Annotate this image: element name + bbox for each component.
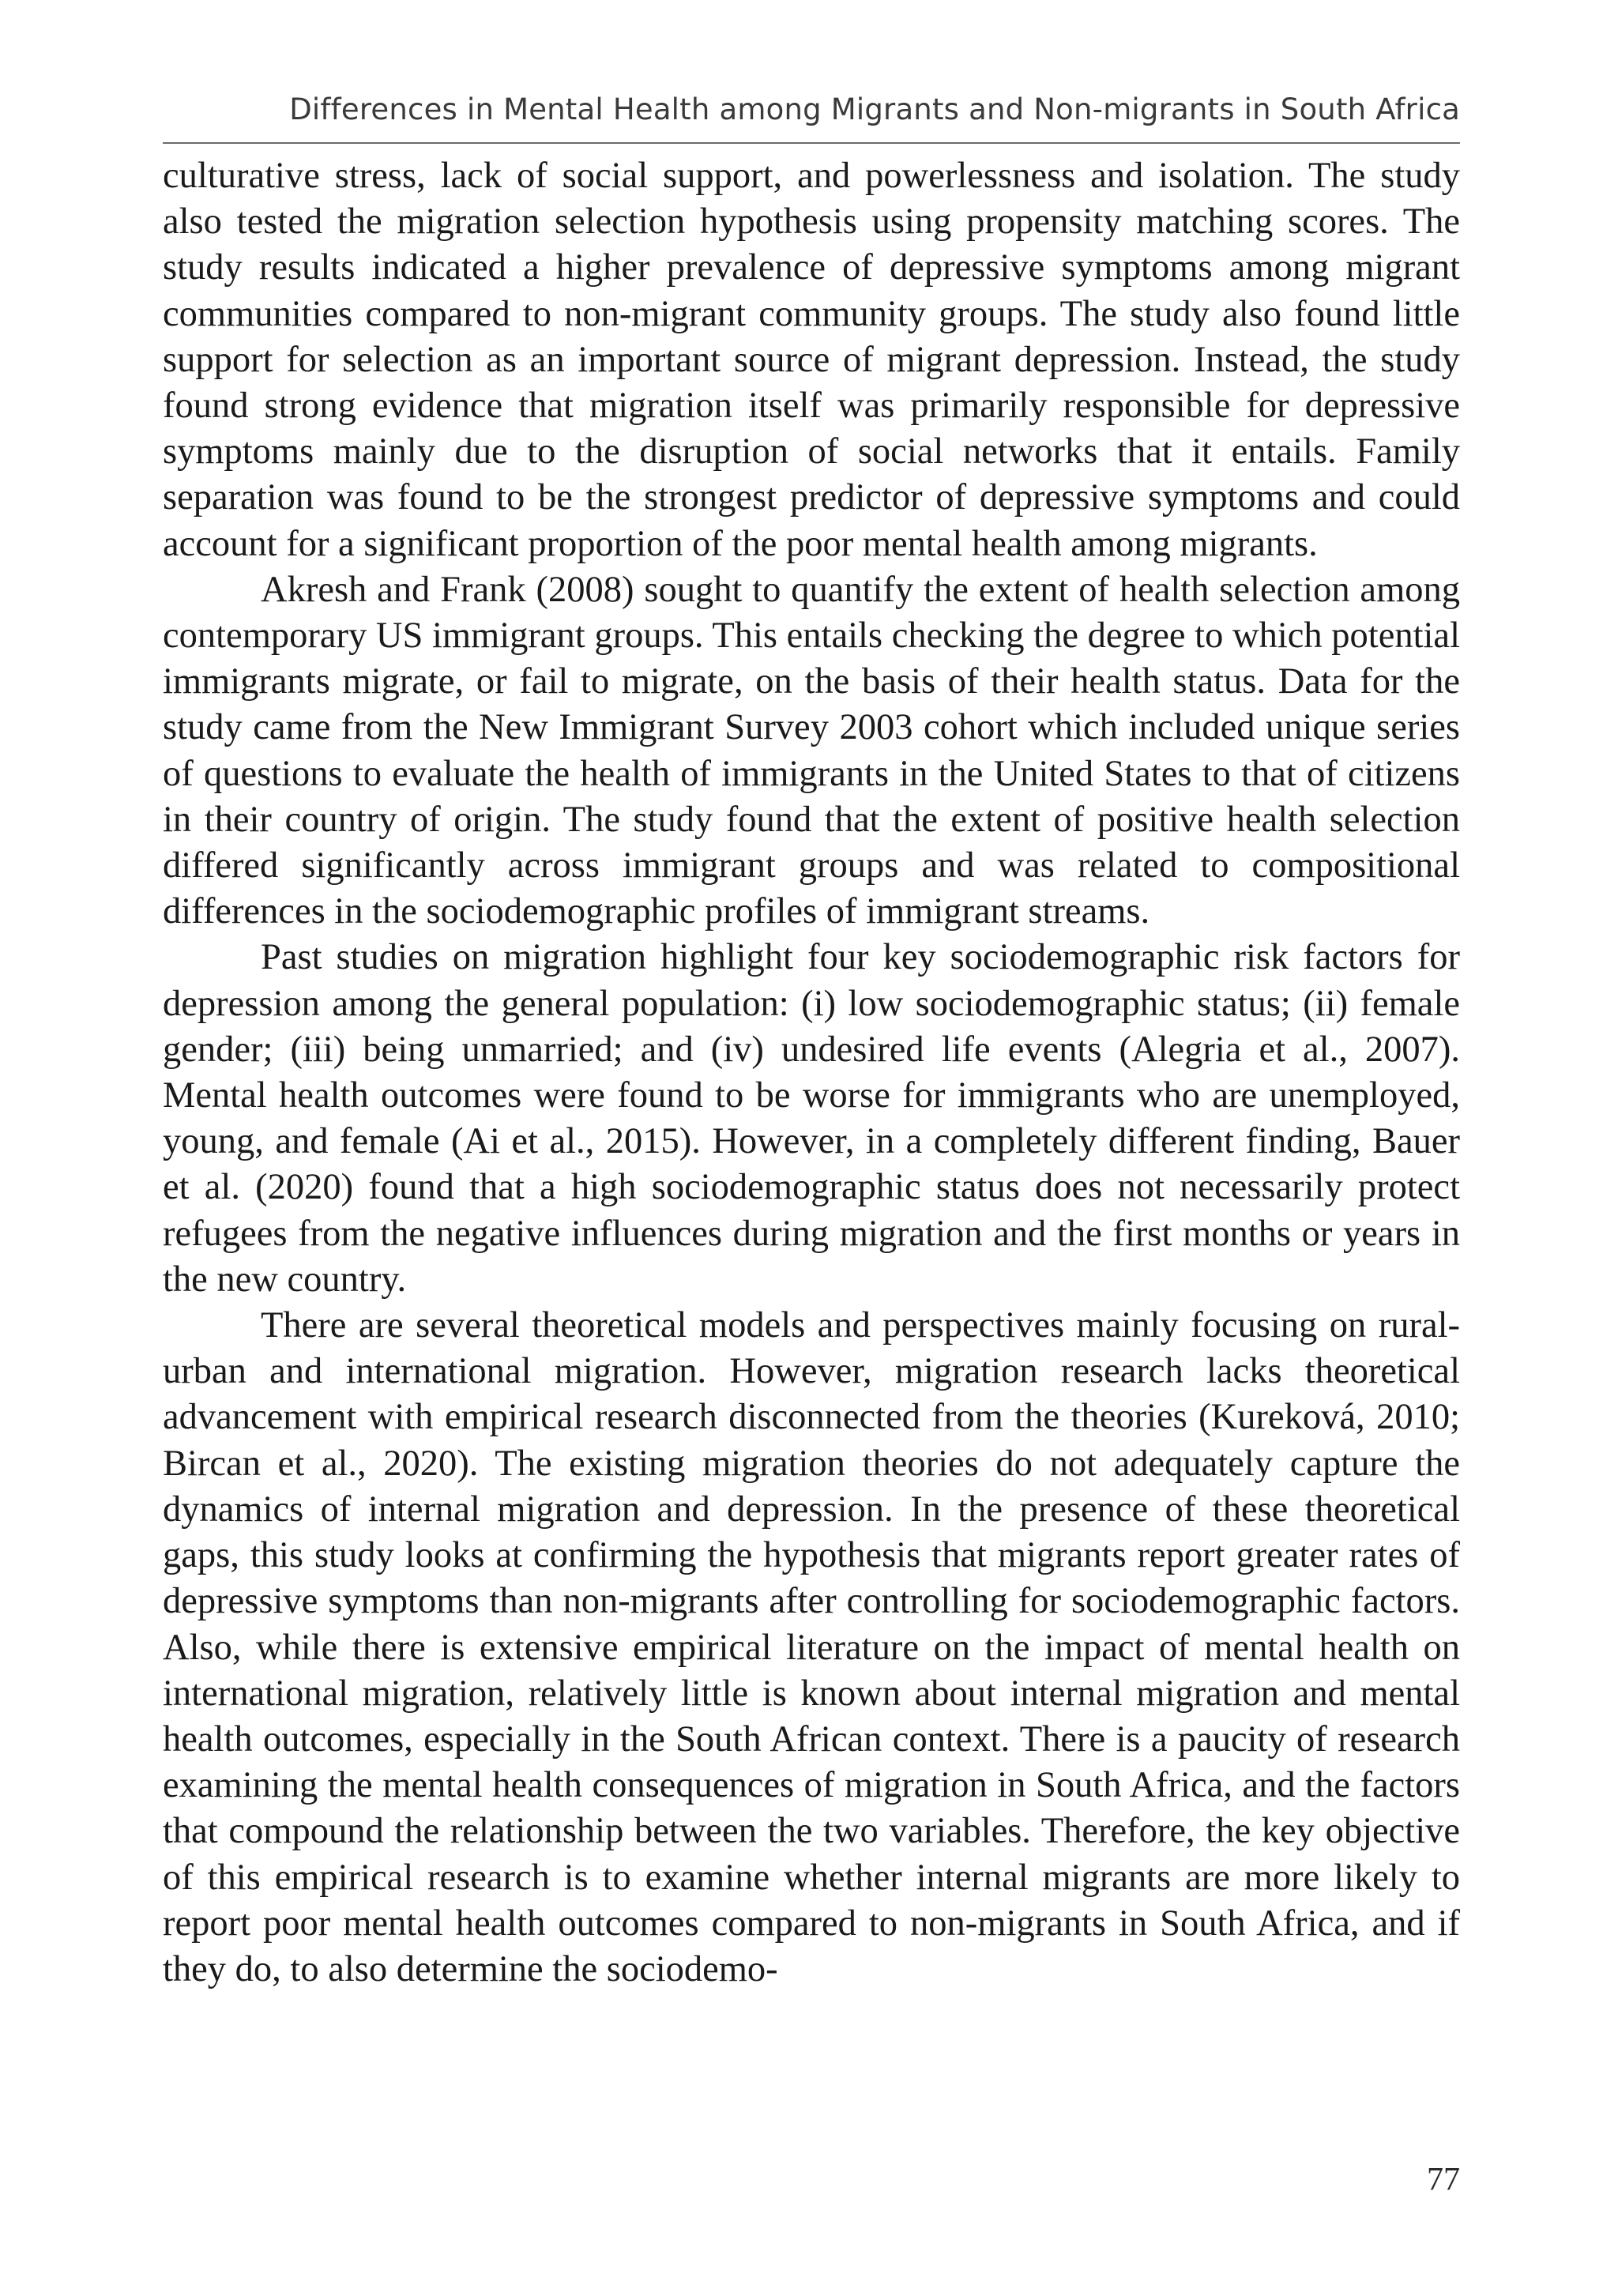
header-rule <box>163 142 1460 144</box>
body-text <box>163 153 1460 1993</box>
paragraph-continued: culturative stress, lack of social support, and powerlessness and isolation. The study also tested the migration selection hypothesis using propensity matching scores. The study results indicated a higher prevalence of depressive symptoms among migrant communities compared to non-migrant community groups. The study also found little support for selection as an important source of migrant depression. Instead, the study found strong evidence that migration itself was primarily responsible for depressive symptoms mainly due to the disruption of social networks that it entails. Family separation was found to be the strongest predictor of depressive symptoms and could account for a significant proportion of the poor mental health among migrants. <box>163 156 1460 564</box>
paragraph: Past studies on migration highlight four key sociodemographic risk factors for depression among the general population: (i) low sociodemographic status; (ii) female gender; (iii) being unmarried; and (iv) undesired life events (Alegria et al., 2007). Mental health outcomes were found to be worse for immigrants who are unemployed, young, and female (Ai et al., 2015). However, in a completely different finding, Bauer et al. (2020) found that a high sociodemographic status does not necessarily protect refugees from the negative influences during migration and the first months or years in the new country. <box>163 937 1460 1300</box>
paragraph: There are several theoretical models and perspectives mainly focusing on rural-urban and international migration. However, migration research lacks theoretical advancement with empirical research disconnected from the theories (Kureková, 2010; Bircan et al., 2020). The existing migration theories do not adequately capture the dynamics of internal migration and depression. In the presence of these theoretical gaps, this study looks at confirming the hypothesis that migrants report greater rates of depressive symptoms than non-migrants after controlling for sociodemographic factors. Also, while there is extensive empirical literature on the impact of mental health on international migration, relatively little is known about internal migration and mental health outcomes, especially in the South African context. There is a paucity of research examining the mental health consequences of migration in South Africa, and the factors that compound the relationship between the two variables. Therefore, the key objective of this empirical research is to examine whether internal migrants are more likely to report poor mental health outcomes compared to non-migrants in South Africa, and if they do, to also determine the sociodemo- <box>163 1305 1460 1989</box>
paragraph: Akresh and Frank (2008) sought to quantify the extent of health selection among contemporary US immigrant groups. This entails checking the degree to which potential immigrants migrate, or fail to migrate, on the basis of their health status. Data for the study came from the New Immigrant Survey 2003 cohort which included unique series of questions to evaluate the health of immigrants in the United States to that of citizens in their country of origin. The study found that the extent of positive health selection differed significantly across immigrant groups and was related to compositional differences in the sociodemographic profiles of immigrant streams. <box>163 569 1460 932</box>
running-header: Differences in Mental Health among Migrants and Non-migrants in South Africa <box>289 92 1460 126</box>
page-number: 77 <box>1427 2162 1460 2198</box>
